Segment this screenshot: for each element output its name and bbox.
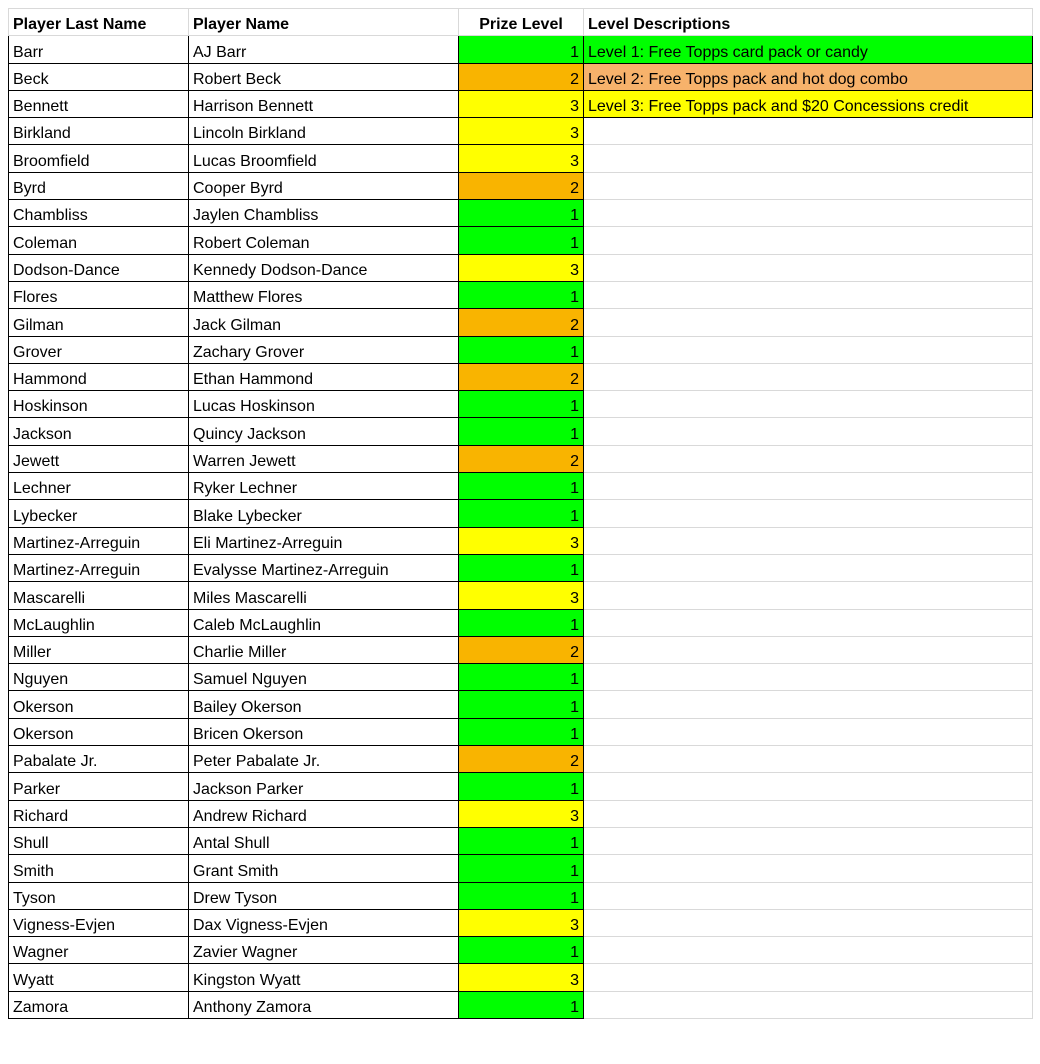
cell-player-name[interactable]: Cooper Byrd [189, 172, 459, 199]
table-row [9, 118, 1033, 145]
cell-player-name[interactable]: Eli Martinez-Arreguin [189, 527, 459, 554]
cell-level-description[interactable] [584, 500, 1033, 527]
cell-player-name[interactable]: AJ Barr [189, 36, 459, 63]
cell-last-name[interactable]: Bennett [9, 90, 189, 117]
cell-player-name[interactable]: Kennedy Dodson-Dance [189, 254, 459, 281]
cell-level-description[interactable] [584, 391, 1033, 418]
cell-player-name[interactable]: Andrew Richard [189, 800, 459, 827]
cell-level-description[interactable]: Level 2: Free Topps pack and hot dog combo [584, 63, 1033, 90]
cell-prize-level[interactable]: 1 [459, 882, 584, 909]
cell-player-name[interactable]: Robert Beck [189, 63, 459, 90]
cell-level-description[interactable] [584, 991, 1033, 1018]
cell-level-description[interactable] [584, 336, 1033, 363]
cell-player-name[interactable]: Bailey Okerson [189, 691, 459, 718]
header-prize-level[interactable]: Prize Level [459, 9, 584, 36]
cell-prize-level[interactable]: 2 [459, 63, 584, 90]
cell-player-name[interactable]: Matthew Flores [189, 281, 459, 308]
table-row [9, 609, 1033, 636]
cell-player-name[interactable]: Jaylen Chambliss [189, 200, 459, 227]
cell-last-name[interactable]: Martinez-Arreguin [9, 554, 189, 581]
cell-prize-level[interactable]: 1 [459, 500, 584, 527]
table-row [9, 227, 1033, 254]
cell-player-name[interactable]: Zavier Wagner [189, 937, 459, 964]
prize-spreadsheet [8, 8, 1033, 1019]
cell-last-name[interactable]: Pabalate Jr. [9, 746, 189, 773]
table-row [9, 281, 1033, 308]
cell-level-description[interactable] [584, 855, 1033, 882]
cell-level-description[interactable] [584, 746, 1033, 773]
cell-level-description[interactable] [584, 582, 1033, 609]
cell-player-name[interactable]: Lucas Hoskinson [189, 391, 459, 418]
cell-player-name[interactable]: Zachary Grover [189, 336, 459, 363]
cell-last-name[interactable]: Martinez-Arreguin [9, 527, 189, 554]
cell-player-name[interactable]: Lincoln Birkland [189, 118, 459, 145]
cell-last-name[interactable]: Coleman [9, 227, 189, 254]
table-row [9, 800, 1033, 827]
cell-last-name[interactable]: Zamora [9, 991, 189, 1018]
cell-prize-level[interactable]: 1 [459, 200, 584, 227]
cell-prize-level[interactable]: 3 [459, 118, 584, 145]
cell-player-name[interactable]: Caleb McLaughlin [189, 609, 459, 636]
table-row [9, 773, 1033, 800]
cell-prize-level[interactable]: 2 [459, 746, 584, 773]
cell-player-name[interactable]: Dax Vigness-Evjen [189, 909, 459, 936]
cell-last-name[interactable]: Wagner [9, 937, 189, 964]
cell-level-description[interactable] [584, 363, 1033, 390]
cell-level-description[interactable]: Level 3: Free Topps pack and $20 Concessions credit [584, 90, 1033, 117]
cell-prize-level[interactable]: 1 [459, 473, 584, 500]
cell-prize-level[interactable]: 3 [459, 582, 584, 609]
sheet-body [9, 36, 1033, 1019]
cell-player-name[interactable]: Lucas Broomfield [189, 145, 459, 172]
cell-prize-level[interactable]: 1 [459, 609, 584, 636]
cell-level-description[interactable] [584, 773, 1033, 800]
table-row [9, 527, 1033, 554]
cell-prize-level[interactable]: 3 [459, 90, 584, 117]
cell-prize-level[interactable]: 1 [459, 336, 584, 363]
cell-last-name[interactable]: Okerson [9, 718, 189, 745]
cell-level-description[interactable] [584, 200, 1033, 227]
cell-last-name[interactable]: Chambliss [9, 200, 189, 227]
cell-level-description[interactable] [584, 145, 1033, 172]
cell-prize-level[interactable]: 1 [459, 227, 584, 254]
cell-prize-level[interactable]: 1 [459, 664, 584, 691]
cell-last-name[interactable]: Flores [9, 281, 189, 308]
cell-level-description[interactable] [584, 473, 1033, 500]
cell-player-name[interactable]: Jack Gilman [189, 309, 459, 336]
cell-prize-level[interactable]: 1 [459, 827, 584, 854]
cell-player-name[interactable]: Evalysse Martinez-Arreguin [189, 554, 459, 581]
table-row [9, 582, 1033, 609]
cell-level-description[interactable] [584, 554, 1033, 581]
cell-level-description[interactable] [584, 882, 1033, 909]
cell-level-description[interactable] [584, 418, 1033, 445]
cell-prize-level[interactable]: 1 [459, 691, 584, 718]
cell-last-name[interactable]: Grover [9, 336, 189, 363]
table-row [9, 500, 1033, 527]
table-row [9, 200, 1033, 227]
cell-last-name[interactable]: Smith [9, 855, 189, 882]
cell-last-name[interactable]: Byrd [9, 172, 189, 199]
cell-last-name[interactable]: Jackson [9, 418, 189, 445]
cell-level-description[interactable] [584, 527, 1033, 554]
cell-last-name[interactable]: Hoskinson [9, 391, 189, 418]
cell-prize-level[interactable]: 2 [459, 636, 584, 663]
cell-prize-level[interactable]: 1 [459, 991, 584, 1018]
cell-last-name[interactable]: McLaughlin [9, 609, 189, 636]
cell-last-name[interactable]: Birkland [9, 118, 189, 145]
cell-player-name[interactable]: Samuel Nguyen [189, 664, 459, 691]
table-row [9, 172, 1033, 199]
cell-last-name[interactable]: Beck [9, 63, 189, 90]
cell-last-name[interactable]: Hammond [9, 363, 189, 390]
cell-prize-level[interactable]: 1 [459, 855, 584, 882]
cell-player-name[interactable]: Ethan Hammond [189, 363, 459, 390]
cell-last-name[interactable]: Miller [9, 636, 189, 663]
cell-last-name[interactable]: Richard [9, 800, 189, 827]
table-row [9, 445, 1033, 472]
cell-prize-level[interactable]: 2 [459, 172, 584, 199]
cell-prize-level[interactable]: 3 [459, 800, 584, 827]
cell-player-name[interactable]: Peter Pabalate Jr. [189, 746, 459, 773]
table-row [9, 909, 1033, 936]
cell-last-name[interactable]: Parker [9, 773, 189, 800]
table-row [9, 691, 1033, 718]
cell-level-description[interactable] [584, 636, 1033, 663]
cell-level-description[interactable] [584, 664, 1033, 691]
cell-player-name[interactable]: Antal Shull [189, 827, 459, 854]
table-row [9, 90, 1033, 117]
table-row [9, 145, 1033, 172]
table-row [9, 718, 1033, 745]
table-row [9, 991, 1033, 1018]
cell-player-name[interactable]: Blake Lybecker [189, 500, 459, 527]
cell-player-name[interactable]: Warren Jewett [189, 445, 459, 472]
table-row [9, 554, 1033, 581]
header-player-name[interactable]: Player Name [189, 9, 459, 36]
cell-player-name[interactable]: Anthony Zamora [189, 991, 459, 1018]
table-row [9, 937, 1033, 964]
table-row [9, 882, 1033, 909]
cell-prize-level[interactable]: 3 [459, 964, 584, 991]
cell-last-name[interactable]: Okerson [9, 691, 189, 718]
cell-prize-level[interactable]: 3 [459, 145, 584, 172]
cell-prize-level[interactable]: 1 [459, 718, 584, 745]
cell-last-name[interactable]: Nguyen [9, 664, 189, 691]
cell-level-description[interactable] [584, 281, 1033, 308]
cell-last-name[interactable]: Gilman [9, 309, 189, 336]
table-row [9, 36, 1033, 63]
cell-prize-level[interactable]: 2 [459, 363, 584, 390]
cell-prize-level[interactable]: 1 [459, 773, 584, 800]
table-row [9, 336, 1033, 363]
cell-level-description[interactable] [584, 800, 1033, 827]
table-row [9, 664, 1033, 691]
cell-prize-level[interactable]: 1 [459, 937, 584, 964]
cell-level-description[interactable] [584, 718, 1033, 745]
cell-player-name[interactable]: Drew Tyson [189, 882, 459, 909]
table-row [9, 827, 1033, 854]
cell-prize-level[interactable]: 1 [459, 554, 584, 581]
cell-last-name[interactable]: Vigness-Evjen [9, 909, 189, 936]
cell-prize-level[interactable]: 3 [459, 527, 584, 554]
cell-level-description[interactable] [584, 937, 1033, 964]
cell-prize-level[interactable]: 1 [459, 281, 584, 308]
cell-last-name[interactable]: Dodson-Dance [9, 254, 189, 281]
cell-level-description[interactable] [584, 227, 1033, 254]
cell-level-description[interactable] [584, 964, 1033, 991]
cell-last-name[interactable]: Mascarelli [9, 582, 189, 609]
header-last-name[interactable]: Player Last Name [9, 9, 189, 36]
cell-prize-level[interactable]: 1 [459, 418, 584, 445]
cell-level-description[interactable] [584, 309, 1033, 336]
cell-player-name[interactable]: Miles Mascarelli [189, 582, 459, 609]
cell-prize-level[interactable]: 3 [459, 254, 584, 281]
table-row [9, 309, 1033, 336]
table-row [9, 746, 1033, 773]
cell-last-name[interactable]: Tyson [9, 882, 189, 909]
cell-level-description[interactable] [584, 609, 1033, 636]
cell-prize-level[interactable]: 2 [459, 445, 584, 472]
cell-player-name[interactable]: Kingston Wyatt [189, 964, 459, 991]
table-row [9, 391, 1033, 418]
cell-level-description[interactable] [584, 827, 1033, 854]
table-row [9, 473, 1033, 500]
cell-level-description[interactable] [584, 254, 1033, 281]
table-row [9, 363, 1033, 390]
cell-level-description[interactable] [584, 172, 1033, 199]
cell-level-description[interactable]: Level 1: Free Topps card pack or candy [584, 36, 1033, 63]
cell-last-name[interactable]: Wyatt [9, 964, 189, 991]
cell-last-name[interactable]: Lechner [9, 473, 189, 500]
cell-player-name[interactable]: Bricen Okerson [189, 718, 459, 745]
cell-last-name[interactable]: Broomfield [9, 145, 189, 172]
header-row [9, 9, 1033, 36]
cell-prize-level[interactable]: 3 [459, 909, 584, 936]
cell-last-name[interactable]: Lybecker [9, 500, 189, 527]
cell-player-name[interactable]: Ryker Lechner [189, 473, 459, 500]
table-row [9, 855, 1033, 882]
cell-player-name[interactable]: Robert Coleman [189, 227, 459, 254]
header-level-descriptions[interactable]: Level Descriptions [584, 9, 1033, 36]
cell-player-name[interactable]: Harrison Bennett [189, 90, 459, 117]
table-row [9, 964, 1033, 991]
table-row [9, 418, 1033, 445]
cell-prize-level[interactable]: 1 [459, 36, 584, 63]
table-row [9, 254, 1033, 281]
cell-level-description[interactable] [584, 691, 1033, 718]
cell-last-name[interactable]: Jewett [9, 445, 189, 472]
cell-player-name[interactable]: Charlie Miller [189, 636, 459, 663]
cell-player-name[interactable]: Quincy Jackson [189, 418, 459, 445]
table-row [9, 636, 1033, 663]
cell-prize-level[interactable]: 1 [459, 391, 584, 418]
cell-last-name[interactable]: Shull [9, 827, 189, 854]
cell-last-name[interactable]: Barr [9, 36, 189, 63]
cell-level-description[interactable] [584, 909, 1033, 936]
table-row [9, 63, 1033, 90]
cell-level-description[interactable] [584, 445, 1033, 472]
cell-player-name[interactable]: Grant Smith [189, 855, 459, 882]
cell-level-description[interactable] [584, 118, 1033, 145]
cell-prize-level[interactable]: 2 [459, 309, 584, 336]
cell-player-name[interactable]: Jackson Parker [189, 773, 459, 800]
